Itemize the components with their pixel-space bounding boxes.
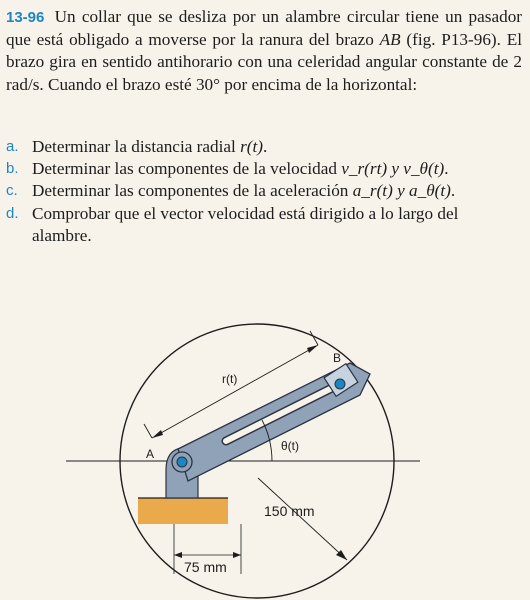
radius-dimension — [258, 478, 347, 560]
item-letter: c. — [6, 182, 18, 200]
problem-text-2: (fig. P13-96). El brazo gira en sentido antihorario con una celeridad angular constante de 2 rad/s. Cuando el brazo esté 30° por encima de la horizontal: — [6, 30, 522, 94]
problem-text-1: Un collar que se desliza por un alambre circular tiene un pasador que está obligado a moverse por la ranura del brazo — [6, 7, 523, 50]
ground-hatch — [138, 498, 228, 524]
item-math: v_r(rt) y v_θ(t) — [341, 159, 445, 179]
item-math: a_r(t) y a_θ(t) — [352, 181, 451, 201]
offset-label: 75 mm — [184, 559, 227, 575]
theta-label: θ(t) — [281, 439, 299, 453]
collar-pin — [335, 379, 345, 389]
item-letter: b. — [6, 160, 19, 178]
r-label: r(t) — [222, 372, 238, 386]
arm-name: AB — [379, 30, 401, 50]
question-item-c: c. Determinar las componentes de la aceleración a_r(t) y a_θ(t). — [6, 180, 522, 202]
b-label: B — [333, 351, 342, 365]
item-text: Determinar las componentes de la aceleración — [32, 181, 353, 201]
radius-label: 150 mm — [264, 503, 315, 519]
a-label: A — [146, 447, 155, 461]
item-letter: a. — [6, 138, 19, 155]
item-text: Comprobar que el vector velocidad está dirigido a lo largo del alambre. — [32, 203, 459, 245]
item-text: Determinar la distancia radial — [32, 137, 241, 156]
item-text: Determinar las componentes de la velocidad — [32, 159, 342, 179]
offset-dimension — [174, 524, 241, 575]
question-item-b: b. Determinar las componentes de la velocidad v_r(rt) y v_θ(t). — [6, 158, 522, 180]
question-item-a: a. Determinar la distancia radial r(t). — [6, 136, 522, 158]
item-letter: d. — [6, 204, 19, 222]
item-math: r(t) — [240, 137, 263, 156]
problem-number: 13-96 — [6, 9, 45, 26]
